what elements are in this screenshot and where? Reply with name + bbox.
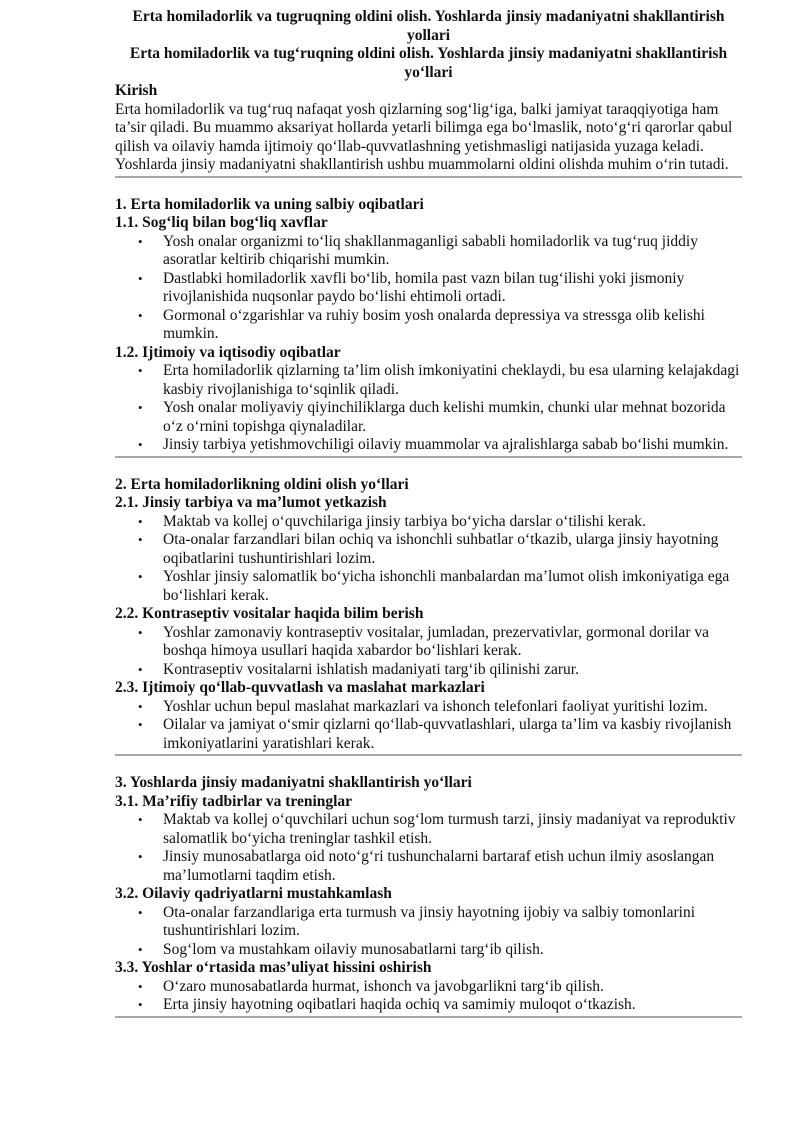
bullet-icon: •: [138, 904, 143, 920]
list-item: [138, 716, 742, 753]
bullet-icon: •: [138, 532, 143, 547]
list-item-text: Ota-onalar farzandlariga erta turmush va jinsiy hayotning ijobiy va salbiy tomonlarini tushuntirishlari lozim.: [163, 903, 696, 939]
bullet-list: [115, 811, 742, 885]
list-item-text: Yoshlar uchun bepul maslahat markazlari va ishonch telefonlari faoliyat yuritishi lozim.: [163, 697, 708, 715]
list-item: [138, 977, 742, 997]
subsection-heading: 3.2. Oilaviy qadriyatlarni mustahkamlash: [115, 885, 392, 902]
bullet-list: [115, 513, 742, 606]
list-item-text: Maktab va kollej o‘quvchilariga jinsiy tarbiya bo‘yicha darslar o‘tilishi kerak.: [163, 512, 646, 530]
list-item-text: Dastlabki homiladorlik xavfli bo‘lib, homila past vazn bilan tug‘ilishi yoki jismoniy rivojlanishida nuqsonlar paydo bo‘lishi ehtimoli ortadi.: [163, 269, 685, 305]
list-item-text: Yosh onalar organizmi to‘liq shakllanmaganligi sababli homiladorlik va tug‘ruq jiddiy asoratlar keltirib chiqarishi mumkin.: [163, 232, 698, 268]
section-heading: 1. Erta homiladorlik va uning salbiy oqibatlari: [115, 195, 424, 213]
bullet-list: [115, 362, 742, 455]
list-item-text: Ota-onalar farzandlari bilan ochiq va ishonchli suhbatlar o‘tkazib, ularga jinsiy hayotning oqibatlarini tushuntirishlari lozim.: [163, 531, 719, 567]
subsection-heading: 3.1. Ma’rifiy tadbirlar va treninglar: [115, 792, 353, 810]
subsection-heading: 2.2. Kontraseptiv vositalar haqida bilim berish: [115, 605, 424, 622]
list-item-text: Yoshlar zamonaviy kontraseptiv vositalar, jumladan, prezervativlar, gormonal dorilar va boshqa himoya usullari haqida xabardor bo‘lishlari kerak.: [163, 623, 709, 659]
bullet-icon: •: [138, 717, 143, 732]
section-divider: [115, 754, 742, 756]
bullet-icon: •: [138, 270, 143, 286]
list-item: [138, 848, 742, 885]
bullet-list: [115, 978, 742, 1015]
list-item-text: Oilalar va jamiyat o‘smir qizlarni qo‘llab-quvvatlashlari, ularga ta’lim va kasbiy rivojlanish imkoniyatlarini yaratishlari kerak.: [163, 716, 732, 752]
bullet-icon: •: [138, 363, 143, 378]
document-page: [115, 8, 742, 1018]
section-heading: 2. Erta homiladorlikning oldini olish yo‘llari: [115, 475, 409, 493]
list-item: [138, 811, 742, 848]
list-item: [138, 399, 742, 436]
list-item-text: Sog‘lom va mustahkam oilaviy munosabatlarni targ‘ib qilish.: [163, 940, 544, 958]
list-item: [138, 568, 742, 605]
bullet-icon: •: [138, 400, 143, 415]
list-item: [138, 623, 742, 661]
list-item: [138, 436, 742, 455]
list-item-text: Jinsiy tarbiya yetishmovchiligi oilaviy muammolar va ajralishlarga sabab bo‘lishi mumkin.: [163, 436, 729, 453]
list-item: [138, 940, 742, 960]
list-item: [138, 660, 742, 680]
subsection-heading: 1.1. Sog‘liq bilan bog‘liq xavflar: [115, 214, 328, 231]
subsection-heading: 2.3. Ijtimoiy qo‘llab-quvvatlash va maslahat markazlari: [115, 679, 485, 696]
list-item-text: Yoshlar jinsiy salomatlik bo‘yicha ishonchli manbalardan ma’lumot olish imkoniyatiga ega bo‘lishlari kerak.: [163, 568, 730, 604]
list-item: [138, 512, 742, 532]
section-divider: [115, 456, 742, 458]
list-item: [138, 903, 742, 941]
bullet-icon: •: [138, 997, 143, 1012]
bullet-list: [115, 698, 742, 754]
list-item-text: Kontraseptiv vositalarni ishlatish madaniyati targ‘ib qilinishi zarur.: [163, 660, 579, 678]
document-title-2: Erta homiladorlik va tug‘ruqning oldini olish. Yoshlarda jinsiy madaniyatni shakllantirish yo‘llari: [129, 45, 728, 81]
bullet-icon: •: [138, 624, 143, 640]
list-item: [138, 697, 742, 717]
list-item: [138, 996, 742, 1015]
bullet-icon: •: [138, 812, 143, 827]
section-divider: [115, 176, 742, 178]
bullet-icon: •: [138, 849, 143, 864]
bullet-icon: •: [138, 661, 143, 677]
bullet-icon: •: [138, 233, 143, 249]
bullet-icon: •: [138, 569, 143, 584]
bullet-icon: •: [138, 307, 143, 323]
section-divider: [115, 1016, 742, 1018]
bullet-icon: •: [138, 513, 143, 529]
list-item-text: Erta homiladorlik qizlarning ta’lim olish imkoniyatini cheklaydi, bu esa ularning kelajakdagi kasbiy rivojlanishiga to‘sqinlik qiladi.: [163, 362, 740, 398]
bullet-icon: •: [138, 437, 143, 452]
bullet-icon: •: [138, 978, 143, 994]
list-item-text: O‘zaro munosabatlarda hurmat, ishonch va javobgarlikni targ‘ib qilish.: [163, 977, 604, 995]
list-item-text: Maktab va kollej o‘quvchilari uchun sog‘lom turmush tarzi, jinsiy madaniyat va reproduktiv salomatlik bo‘yicha treninglar tashkil etish.: [163, 811, 736, 847]
document-title-1: Erta homiladorlik va tugruqning oldini olish. Yoshlarda jinsiy madaniyatni shakllantirish yollari: [132, 8, 725, 44]
list-item-text: Erta jinsiy hayotning oqibatlari haqida ochiq va samimiy muloqot o‘tkazish.: [163, 996, 636, 1013]
bullet-list: [115, 904, 742, 960]
intro-paragraph: Erta homiladorlik va tug‘ruq nafaqat yosh qizlarning sog‘lig‘iga, balki jamiyat taraqqiyotiga ham ta’sir qiladi. Bu muammo aksariyat hollarda yetarli bilimga ega bo‘lmaslik, noto‘g‘ri qarorlar qabul qilish va oilaviy hamda ijtimoiy qo‘llab-quvvatlashning yetishmasligi natijasida yuzaga keladi. Yoshlarda jinsiy madaniyatni shakllantirish ushbu muammolarni oldini olishda muhim o‘rin tutadi.: [115, 100, 733, 173]
subsection-heading: 3.3. Yoshlar o‘rtasida mas’uliyat hissini oshirish: [115, 959, 432, 976]
list-item: [138, 531, 742, 568]
list-item-text: Gormonal o‘zgarishlar va ruhiy bosim yosh onalarda depressiya va stressga olib kelishi mumkin.: [163, 306, 705, 342]
list-item: [138, 362, 742, 399]
bullet-list: [115, 624, 742, 680]
intro-heading: Kirish: [115, 82, 158, 99]
subsection-heading: 1.2. Ijtimoiy va iqtisodiy oqibatlar: [115, 343, 341, 361]
bullet-list: [115, 233, 742, 344]
subsection-heading: 2.1. Jinsiy tarbiya va ma’lumot yetkazish: [115, 494, 387, 511]
sections-container: [115, 196, 742, 1018]
bullet-icon: •: [138, 941, 143, 957]
list-item: [138, 306, 742, 344]
list-item: [138, 232, 742, 270]
section-heading: 3. Yoshlarda jinsiy madaniyatni shakllantirish yo‘llari: [115, 774, 472, 791]
list-item: [138, 269, 742, 307]
list-item-text: Jinsiy munosabatlarga oid noto‘g‘ri tushunchalarni bartaraf etish uchun ilmiy asoslangan ma’lumotlarni taqdim etish.: [163, 848, 715, 884]
bullet-icon: •: [138, 698, 143, 714]
list-item-text: Yosh onalar moliyaviy qiyinchiliklarga duch kelishi mumkin, chunki ular mehnat bozorida o‘z o‘rnini topishga qiynaladilar.: [163, 399, 726, 435]
